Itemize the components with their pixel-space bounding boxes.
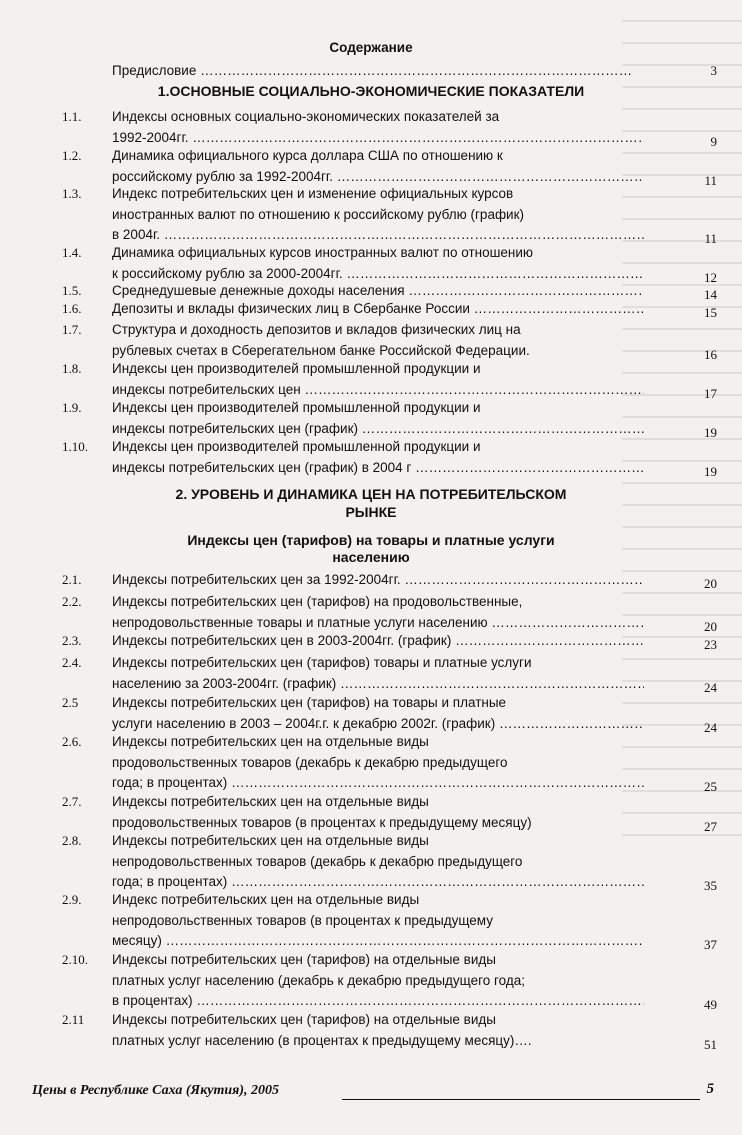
toc-entry-line: Индексы потребительских цен (тарифов) на отдельные виды bbox=[112, 1012, 496, 1027]
toc-entry-text bbox=[112, 244, 644, 262]
toc-entry-text bbox=[112, 853, 644, 871]
toc-entry-line: Индексы потребительских цен (тарифов) на продовольственные, bbox=[112, 594, 523, 609]
toc-entry-text bbox=[112, 438, 644, 456]
toc-entry-line: Индексы потребительских цен на отдельные виды bbox=[112, 734, 429, 749]
toc-entry-page: 20 bbox=[704, 618, 717, 634]
toc-entry-page: 16 bbox=[704, 346, 717, 362]
toc-entry-line: Индекс потребительских цен на отдельные виды bbox=[112, 892, 420, 907]
toc-entry-line: непродовольственных товаров (декабрь к декабрю предыдущего bbox=[112, 853, 523, 869]
toc-entry-page: 17 bbox=[704, 385, 717, 401]
toc-entry-line: Индексы потребительских цен за 1992-2004гг. bbox=[112, 572, 401, 587]
toc-entry-page: 15 bbox=[704, 305, 717, 320]
toc-entry-text bbox=[112, 321, 644, 339]
toc-entry-text bbox=[112, 891, 644, 909]
toc-entry-line: 1992-2004гг. bbox=[112, 129, 189, 145]
toc-entry-page: 35 bbox=[704, 878, 717, 893]
toc-entry-line: Индексы цен производителей промышленной продукции и bbox=[112, 361, 481, 376]
toc-leader-dots bbox=[405, 283, 644, 298]
footer-rule bbox=[342, 1099, 700, 1100]
toc-entry-text bbox=[112, 1032, 644, 1050]
page-footer bbox=[32, 1083, 714, 1105]
toc-entry-text bbox=[112, 571, 644, 589]
toc-entry-number: 1.7. bbox=[62, 322, 82, 337]
toc-entry-text bbox=[112, 226, 644, 244]
footer-page-number: 5 bbox=[706, 1081, 714, 1097]
toc-entry-text bbox=[112, 694, 644, 712]
toc-entry-line: Индексы потребительских цен (тарифов) на товары и платные bbox=[112, 695, 507, 710]
toc-entry-number: 2.9. bbox=[62, 892, 82, 907]
toc-entry-line: года; в процентах) bbox=[112, 874, 228, 889]
toc-entry-line: услуги населению в 2003 – 2004г.г. к декабрю 2002г. (график) bbox=[112, 715, 496, 731]
toc-leader-dots bbox=[343, 266, 644, 281]
toc-entry-page: 37 bbox=[704, 937, 717, 952]
toc-entry-line: непродовольственных товаров (в процентах к предыдущему bbox=[112, 912, 493, 928]
toc-entry-line: платных услуг населению (в процентах к предыдущему месяцу)…. bbox=[112, 1032, 532, 1048]
toc-entry-page: 9 bbox=[710, 133, 717, 149]
toc-entry-page: 23 bbox=[704, 637, 717, 652]
toc-entry-number: 1.10. bbox=[62, 439, 88, 454]
toc-entry-text bbox=[112, 814, 644, 832]
toc-leader-dots bbox=[189, 130, 644, 145]
section2-title-line1: 2. УРОВЕНЬ И ДИНАМИКА ЦЕН НА ПОТРЕБИТЕЛЬСКОМ bbox=[175, 486, 567, 502]
toc-entry-text bbox=[112, 733, 644, 751]
toc-entry-line: Индексы основных социально-экономических показателей за bbox=[112, 109, 500, 124]
toc-entry-line: Среднедушевые денежные доходы населения bbox=[112, 283, 405, 298]
toc-entry-text bbox=[112, 932, 644, 950]
toc-entry-page: 27 bbox=[704, 818, 717, 834]
toc-entry-page: 14 bbox=[704, 287, 717, 302]
toc-entry-line: Индексы потребительских цен на отдельные виды bbox=[112, 794, 429, 809]
toc-entry-text bbox=[112, 654, 644, 672]
toc-leader-dots bbox=[227, 874, 644, 889]
toc-entry-number: 1.8. bbox=[62, 361, 82, 376]
toc-entry-page: 24 bbox=[704, 719, 717, 735]
toc-entry-text bbox=[112, 1011, 644, 1029]
toc-entry-number: 2.3. bbox=[62, 633, 82, 648]
contents-title: Содержание bbox=[329, 40, 413, 55]
toc-entry-page: 11 bbox=[704, 231, 717, 246]
toc-leader-dots bbox=[358, 421, 644, 436]
toc-entry-line: рублевых счетах в Сберегательном банке Российской Федерации. bbox=[112, 342, 530, 358]
toc-entry-line: платных услуг населению (декабрь к декабрю предыдущего года; bbox=[112, 972, 525, 988]
toc-entry-text bbox=[112, 381, 644, 399]
toc-entry-line: Индексы потребительских цен в 2003-2004гг. (график) bbox=[112, 633, 452, 648]
toc-entry-text bbox=[112, 206, 644, 224]
toc-entry-text bbox=[112, 972, 644, 990]
toc-entry-number: 1.1. bbox=[62, 109, 82, 124]
toc-entry-number: 2.6. bbox=[62, 734, 82, 749]
toc-entry-line: продовольственных товаров (в процентах к предыдущему месяцу) bbox=[112, 814, 532, 830]
toc-entry-text bbox=[112, 992, 644, 1010]
toc-entry-text bbox=[112, 715, 644, 733]
toc-entry-line: Индексы потребительских цен (тарифов) товары и платные услуги bbox=[112, 655, 532, 670]
toc-entry-line: Индекс потребительских цен и изменение официальных курсов bbox=[112, 186, 514, 201]
toc-entry-line: индексы потребительских цен (график) bbox=[112, 420, 358, 436]
toc-leader-dots bbox=[301, 382, 644, 397]
toc-entry-number: 2.11 bbox=[62, 1012, 85, 1027]
toc-entry-number: 1.2. bbox=[62, 148, 82, 163]
toc-entry-line: Динамика официального курса доллара США по отношению к bbox=[112, 148, 503, 163]
toc-entry-page: 11 bbox=[704, 172, 717, 188]
toc-entry-line: российскому рублю за 1992-2004гг. bbox=[112, 168, 333, 184]
toc-entry-text bbox=[112, 614, 644, 632]
toc-entry-text bbox=[112, 774, 644, 792]
toc-entry-line: в 2004г. bbox=[112, 227, 160, 242]
toc-entry-number: 2.4. bbox=[62, 655, 82, 670]
toc-leader-dots bbox=[162, 933, 644, 948]
toc-entry-page: 3 bbox=[710, 63, 717, 78]
toc-entry-line: Индексы цен производителей промышленной продукции и bbox=[112, 439, 481, 454]
toc-entry-page: 25 bbox=[704, 779, 717, 794]
toc-leader-dots bbox=[336, 676, 644, 691]
toc-entry-line: месяцу) bbox=[112, 933, 162, 948]
section2-subtitle-line2: населению bbox=[332, 549, 410, 565]
toc-entry-number: 2.1. bbox=[62, 572, 82, 587]
toc-entry-page: 49 bbox=[704, 997, 717, 1012]
toc-entry-text bbox=[112, 300, 644, 318]
toc-leader-dots bbox=[401, 572, 644, 587]
toc-entry-page: 12 bbox=[704, 269, 717, 285]
toc-entry-text bbox=[112, 593, 644, 611]
toc-entry-line: продовольственных товаров (декабрь к декабрю предыдущего bbox=[112, 754, 508, 770]
footer-title: Цены в Республике Саха (Якутия), 2005 bbox=[32, 1083, 280, 1098]
section2-subtitle bbox=[0, 532, 742, 566]
toc-entry-page: 51 bbox=[704, 1036, 717, 1052]
toc-leader-dots bbox=[160, 227, 644, 242]
toc-entry-line: в процентах) bbox=[112, 993, 193, 1008]
toc-entry-line: к российскому рублю за 2000-2004гг. bbox=[112, 265, 343, 281]
toc-entry-line: индексы потребительских цен bbox=[112, 381, 301, 397]
toc-leader-dots bbox=[193, 993, 644, 1008]
toc-entry-text bbox=[112, 265, 644, 283]
toc-leader-dots bbox=[333, 169, 644, 184]
toc-entry-page: 20 bbox=[704, 576, 717, 591]
toc-entry-number: 2.2. bbox=[62, 594, 82, 609]
toc-entry-line: Индексы цен производителей промышленной продукции и bbox=[112, 400, 481, 415]
toc-entry-text bbox=[112, 832, 644, 850]
toc-leader-dots bbox=[451, 633, 644, 648]
section2-title-line2: РЫНКЕ bbox=[345, 504, 397, 520]
toc-entry-line: года; в процентах) bbox=[112, 775, 228, 790]
toc-entry-text bbox=[112, 675, 644, 693]
toc-entry-text bbox=[112, 185, 644, 203]
toc-entry-number: 1.3. bbox=[62, 186, 82, 201]
section1-title: 1.ОСНОВНЫЕ СОЦИАЛЬНО-ЭКОНОМИЧЕСКИЕ ПОКАЗАТЕЛИ bbox=[157, 83, 585, 99]
section2-subtitle-line1: Индексы цен (тарифов) на товары и платные услуги bbox=[187, 532, 555, 548]
toc-entry-text bbox=[112, 282, 644, 300]
toc-entry-text bbox=[112, 342, 644, 360]
toc-leader-dots bbox=[470, 301, 644, 316]
toc-leader-dots bbox=[227, 775, 644, 790]
toc-entry-line: Индексы потребительских цен на отдельные виды bbox=[112, 833, 429, 848]
toc-entry-number: 1.6. bbox=[62, 301, 82, 316]
toc-entry-line: иностранных валют по отношению к российскому рублю (график) bbox=[112, 206, 525, 222]
toc-entry-number: 2.7. bbox=[62, 794, 82, 809]
toc-entry-text bbox=[112, 912, 644, 930]
toc-entry-number: 1.9. bbox=[62, 400, 82, 415]
toc-entry-text bbox=[112, 360, 644, 378]
toc-entry-page: 19 bbox=[704, 463, 717, 479]
section2-title bbox=[0, 485, 742, 521]
toc-entry-text bbox=[112, 951, 644, 969]
toc-entry-text: Предисловие ………………………………………………………………………………………………………… bbox=[112, 62, 632, 80]
toc-entry-number: 1.4. bbox=[62, 245, 82, 260]
toc-entry-line: индексы потребительских цен (график) в 2004 г bbox=[112, 459, 412, 475]
toc-entry-page: 24 bbox=[704, 679, 717, 695]
toc-entry-text bbox=[112, 399, 644, 417]
toc-leader-dots bbox=[411, 460, 644, 475]
toc-entry-text bbox=[112, 168, 644, 186]
toc-entry-text bbox=[112, 873, 644, 891]
toc-entry-line: Динамика официальных курсов иностранных валют по отношению bbox=[112, 245, 534, 260]
toc-entry-line: Структура и доходность депозитов и вкладов физических лиц на bbox=[112, 322, 521, 337]
toc-entry-number: 1.5. bbox=[62, 283, 82, 298]
toc-entry-text bbox=[112, 754, 644, 772]
toc-entry-number: 2.10. bbox=[62, 952, 88, 967]
toc-entry-text bbox=[112, 420, 644, 438]
toc-entry-text bbox=[112, 459, 644, 477]
toc-entry-text bbox=[112, 793, 644, 811]
toc-entry-number: 2.5 bbox=[62, 695, 79, 710]
toc-leader-dots bbox=[488, 615, 644, 630]
toc-entry-line: населению за 2003-2004гг. (график) bbox=[112, 675, 337, 691]
toc-entry-number: 2.8. bbox=[62, 833, 82, 848]
toc-entry-page: 19 bbox=[704, 424, 717, 440]
toc-entry-text bbox=[112, 129, 644, 147]
toc-entry-text bbox=[112, 147, 644, 165]
toc-leader-dots bbox=[495, 716, 644, 731]
toc-entry-line: Индексы потребительских цен (тарифов) на отдельные виды bbox=[112, 952, 496, 967]
toc-entry-text bbox=[112, 632, 644, 650]
toc-entry-line: Депозиты и вклады физических лиц в Сбербанке России bbox=[112, 301, 470, 316]
toc-entry-text bbox=[112, 108, 644, 126]
toc-entry-line: непродовольственные товары и платные услуги населению bbox=[112, 614, 488, 630]
